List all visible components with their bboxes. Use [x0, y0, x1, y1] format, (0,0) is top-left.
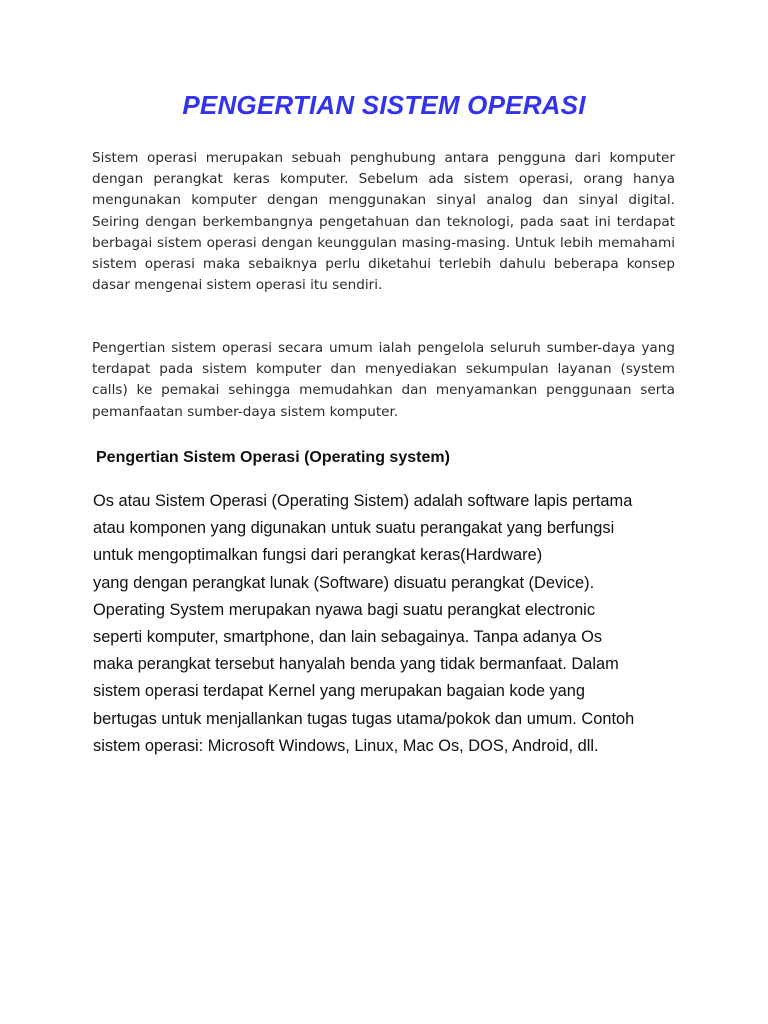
- body-line: untuk mengoptimalkan fungsi dari perangkat keras(Hardware): [93, 546, 543, 565]
- body-paragraph: [93, 488, 693, 760]
- body-line: yang dengan perangkat lunak (Software) disuatu perangkat (Device).: [93, 573, 595, 592]
- body-line: bertugas untuk menjallankan tugas tugas utama/pokok dan umum. Contoh: [93, 709, 635, 728]
- body-line: Operating System merupakan nyawa bagi suatu perangkat electronic: [93, 600, 596, 619]
- body-line: seperti komputer, smartphone, dan lain sebagainya. Tanpa adanya Os: [93, 628, 603, 647]
- intro-paragraph: Sistem operasi merupakan sebuah penghubung antara pengguna dari komputer dengan perangkat keras komputer. Sebelum ada sistem operasi, orang hanya mengunakan komputer dengan menggunakan sinyal analog dan sinyal digital. Seiring dengan berkembangnya pengetahuan dan teknologi, pada saat ini terdapat berbagai sistem operasi dengan keunggulan masing-masing. Untuk lebih memahami sistem operasi maka sebaiknya perlu diketahui terlebih dahulu beberapa konsep dasar mengenai sistem operasi itu sendiri.: [92, 150, 675, 294]
- body-line: sistem operasi: Microsoft Windows, Linux, Mac Os, DOS, Android, dll.: [93, 736, 599, 755]
- body-line: sistem operasi terdapat Kernel yang merupakan bagaian kode yang: [93, 682, 586, 701]
- body-line: atau komponen yang digunakan untuk suatu perangakat yang berfungsi: [93, 519, 615, 538]
- body-line: maka perangkat tersebut hanyalah benda yang tidak bermanfaat. Dalam: [93, 655, 619, 674]
- body-line: Os atau Sistem Operasi (Operating Sistem) adalah software lapis pertama: [93, 492, 633, 510]
- definition-paragraph: Pengertian sistem operasi secara umum ialah pengelola seluruh sumber-daya yang terdapat pada sistem komputer dan menyediakan sekumpulan layanan (system calls) ke pemakai sehingga memudahkan dan menyamankan penggunaan serta pemanfaatan sumber-daya sistem komputer.: [92, 340, 675, 420]
- section-heading: Pengertian Sistem Operasi (Operating system): [96, 449, 450, 466]
- page-title: PENGERTIAN SISTEM OPERASI: [182, 90, 586, 120]
